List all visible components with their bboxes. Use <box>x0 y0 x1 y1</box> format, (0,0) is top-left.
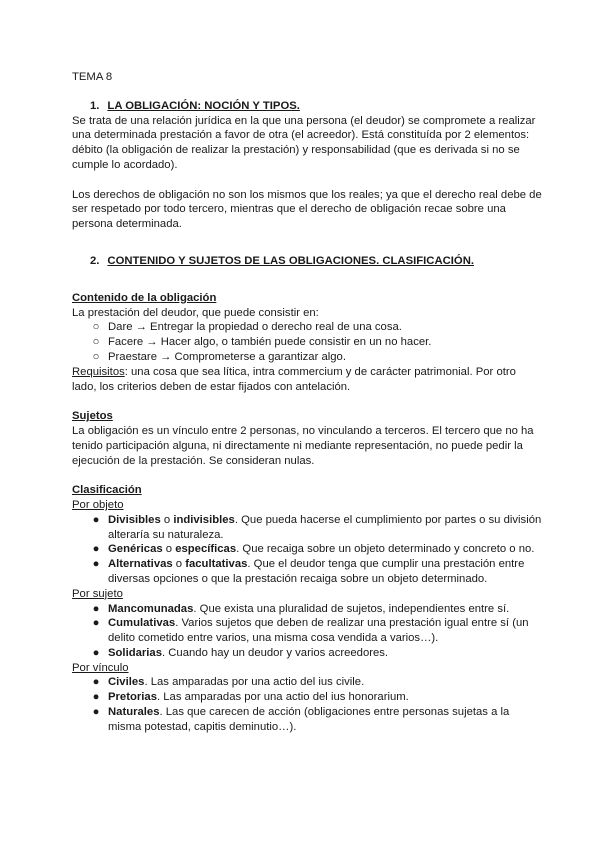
section-2-heading <box>72 254 542 269</box>
requisitos-label: Requisitos <box>72 365 125 378</box>
section-1-paragraph-2: Los derechos de obligación no son los mismos que los reales; ya que el derecho real debe de ser respetado por todo tercero, mientras que el derecho de obligación recae sobre una persona determinada. <box>72 188 542 231</box>
por-sujeto-list <box>72 602 542 661</box>
document-page <box>72 70 542 735</box>
document-label: TEMA 8 <box>72 71 113 83</box>
section-2-number: 2. <box>90 254 100 267</box>
section-1-title: LA OBLIGACIÓN: NOCIÓN Y TIPOS. <box>107 99 300 112</box>
por-objeto-list <box>72 513 542 587</box>
por-vinculo-label: Por vínculo <box>72 661 129 674</box>
bullet-icon: ● <box>92 691 100 704</box>
bullet-icon: ● <box>92 676 100 689</box>
list-item: ○ Facere → Hacer algo, o también puede consistir en un no hacer. <box>72 335 542 350</box>
requisitos-text: : una cosa que sea lítica, intra commercium y de carácter patrimonial. Por otro lado, los criterios deben de estar fijados con antelación. <box>72 365 516 393</box>
bullet-icon: ● <box>92 646 100 659</box>
circle-bullet-icon: ○ <box>92 321 100 334</box>
sujetos-paragraph: La obligación es un vínculo entre 2 personas, no vinculando a terceros. El tercero que no ha tenido participación alguna, ni directamente ni mediante representación, no puede pedir la ejecución de la prestación. Se consideran nulas. <box>72 424 534 467</box>
list-item: ● Alternativas o facultativas. Que el deudor tenga que cumplir una prestación entre diversas opciones o que la prestación recaiga sobre un objeto determinado. <box>72 557 542 587</box>
contenido-intro: La prestación del deudor, que puede consistir en: <box>72 306 319 319</box>
bullet-icon: ● <box>92 602 100 615</box>
list-item: ● Pretorias. Las amparadas por una actio del ius honorarium. <box>72 690 542 705</box>
list-item: ○ Dare → Entregar la propiedad o derecho real de una cosa. <box>72 320 542 335</box>
list-item: ● Civiles. Las amparadas por una actio del ius civile. <box>72 675 542 690</box>
list-item: ● Cumulativas. Varios sujetos que deben de realizar una prestación igual entre sí (un delito cometido entre varios, una misma cosa vendida a varios…). <box>72 616 542 646</box>
list-item: ● Divisibles o indivisibles. Que pueda hacerse el cumplimiento por partes o su división alteraría su naturaleza. <box>72 513 542 543</box>
list-item: ● Naturales. Las que carecen de acción (obligaciones entre personas sujetas a la misma potestad, capitis deminutio…). <box>72 705 542 735</box>
list-item: ● Solidarias. Cuando hay un deudor y varios acreedores. <box>72 646 542 661</box>
bullet-icon: ● <box>92 558 100 571</box>
por-sujeto-label: Por sujeto <box>72 587 123 600</box>
list-item: ● Genéricas o específicas. Que recaiga sobre un objeto determinado y concreto o no. <box>72 542 542 557</box>
section-2-title: CONTENIDO Y SUJETOS DE LAS OBLIGACIONES. CLASIFICACIÓN. <box>107 254 474 267</box>
list-item: ● Mancomunadas. Que exista una pluralidad de sujetos, independientes entre sí. <box>72 602 542 617</box>
por-vinculo-list <box>72 675 542 734</box>
circle-bullet-icon: ○ <box>92 350 100 363</box>
por-objeto-label: Por objeto <box>72 498 124 511</box>
circle-bullet-icon: ○ <box>92 336 100 349</box>
clasificacion-heading: Clasificación <box>72 484 142 497</box>
bullet-icon: ● <box>92 513 100 526</box>
bullet-icon: ● <box>92 617 100 630</box>
requisitos-paragraph <box>72 365 542 395</box>
section-1-number: 1. <box>90 99 100 112</box>
bullet-icon: ● <box>92 706 100 719</box>
section-1-heading <box>72 99 542 114</box>
section-1-paragraph-1: Se trata de una relación jurídica en la que una persona (el deudor) se compromete a realizar una determinada prestación a favor de otra (el acreedor). Está constituída por 2 elementos: débito (la obligación de realizar la prestación) y responsabilidad (que es derivada si no se cumple lo acordado). <box>72 114 536 171</box>
list-item: ○ Praestare → Comprometerse a garantizar algo. <box>72 350 542 365</box>
bullet-icon: ● <box>92 543 100 556</box>
contenido-list <box>72 320 542 364</box>
sujetos-heading: Sujetos <box>72 410 113 423</box>
contenido-heading: Contenido de la obligación <box>72 291 217 304</box>
